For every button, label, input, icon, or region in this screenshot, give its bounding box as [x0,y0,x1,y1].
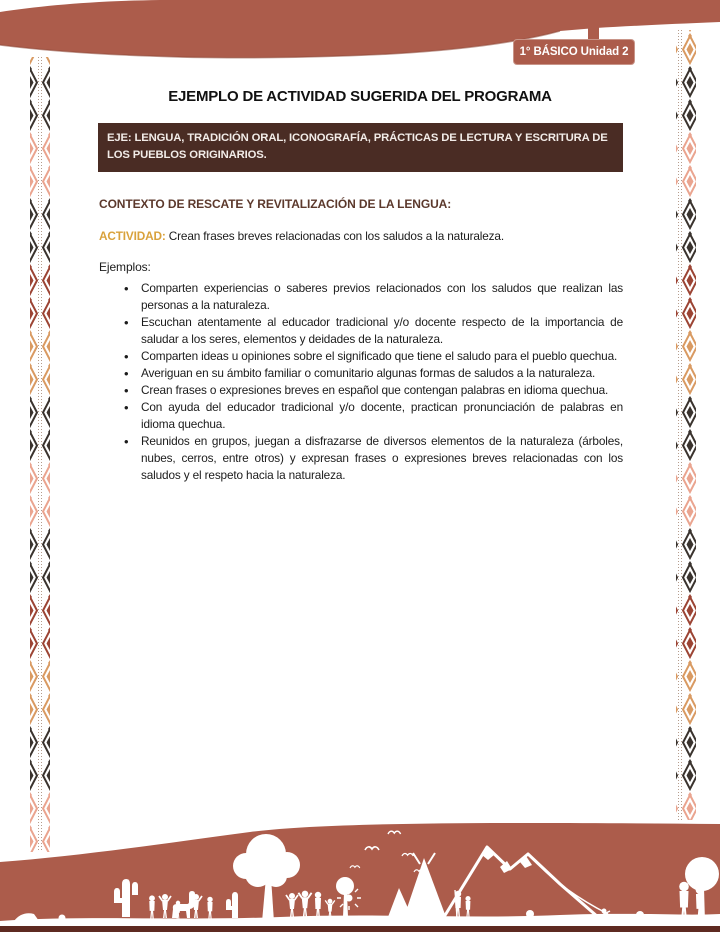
unit-badge: 1° BÁSICO Unidad 2 [513,39,635,65]
eje-banner [98,123,623,172]
example-item: • Reunidos en grupos, juegan a disfrazarse de diversos elementos de la naturaleza (árboles, nubes, cerros, entre otros) y expresan frases o expresiones breves relacionadas con los saludos y el respeto hacia la naturaleza. [141,433,623,484]
activity-label: ACTIVIDAD: [99,229,166,243]
activity-line [99,228,623,245]
example-item: • Averiguan en su ámbito familiar o comunitario algunas formas de saludos a la naturaleza. [141,365,623,382]
example-item: • Crean frases o expresiones breves en español que contengan palabras en idioma quechua. [141,382,623,399]
example-item: • Escuchan atentamente al educador tradicional y/o docente respecto de la importancia de saludar a los seres, elementos y deidades de la naturaleza. [141,314,623,348]
page-title: EJEMPLO DE ACTIVIDAD SUGERIDA DEL PROGRAMA [168,88,552,105]
context-heading: CONTEXTO DE RESCATE Y REVITALIZACIÓN DE LA LENGUA: [99,197,452,211]
eje-banner-text: EJE: LENGUA, TRADICIÓN ORAL, ICONOGRAFÍA, PRÁCTICAS DE LECTURA Y ESCRITURA DE LOS PUEBLOS ORIGINARIOS. [107,132,608,161]
example-item: • Con ayuda del educador tradicional y/o docente, practican pronunciación de palabras en idioma quechua. [141,399,623,433]
activity-text: Crean frases breves relacionadas con los saludos a la naturaleza. [165,229,504,243]
example-item: • Comparten ideas u opiniones sobre el significado que tiene el saludo para el pueblo quechua. [141,348,623,365]
examples-heading: Ejemplos: [99,260,151,274]
example-item: • Comparten experiencias o saberes previos relacionados con los saludos que realizan las personas a la naturaleza. [141,280,623,314]
examples-list [99,280,623,484]
